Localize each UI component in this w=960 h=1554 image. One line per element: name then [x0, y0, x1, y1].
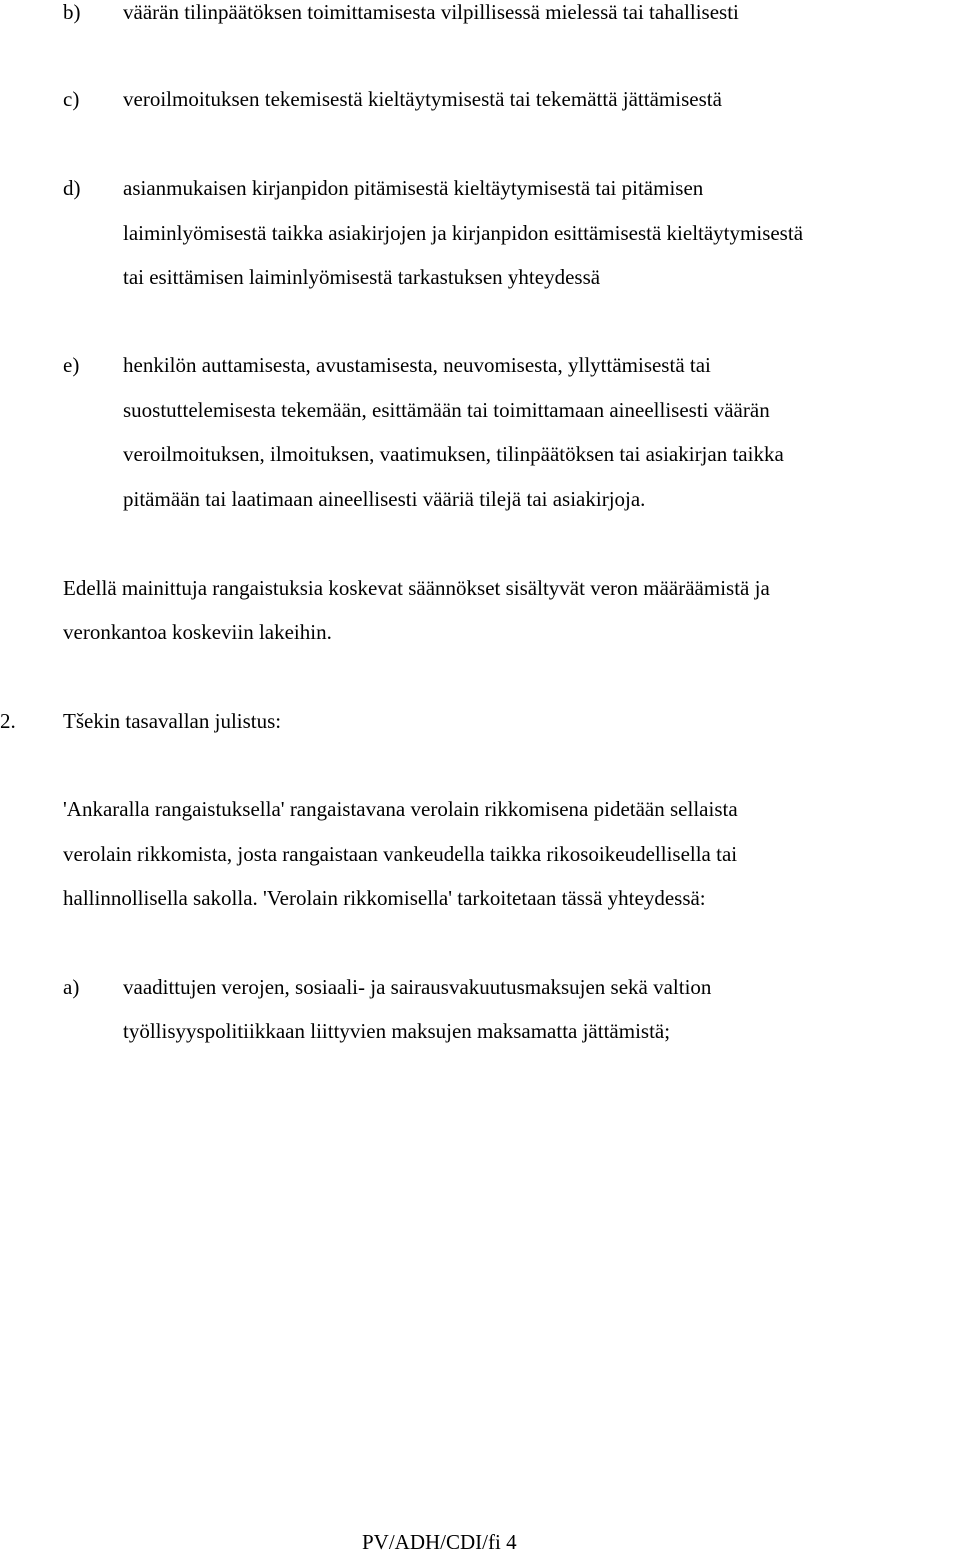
- section-2-number: 2.: [0, 709, 16, 733]
- list-item-c-line-1: veroilmoituksen tekemisestä kieltäytymisestä tai tekemättä jättämisestä: [123, 87, 722, 111]
- list-item-a-line-1: vaadittujen verojen, sosiaali- ja sairausvakuutusmaksujen sekä valtion: [123, 975, 712, 999]
- list-item-e-line-4: pitämään tai laatimaan aineellisesti vääriä tilejä tai asiakirjoja.: [123, 487, 646, 511]
- paragraph-2-line-3: hallinnollisella sakolla. 'Verolain rikkomisella' tarkoitetaan tässä yhteydessä:: [63, 886, 706, 910]
- list-label-a: a): [63, 975, 80, 999]
- paragraph-1-line-1: Edellä mainittuja rangaistuksia koskevat säännökset sisältyvät veron määräämistä ja: [63, 576, 770, 600]
- list-item-a-line-2: työllisyyspolitiikkaan liittyvien maksujen maksamatta jättämistä;: [123, 1019, 671, 1043]
- page-footer-reference: PV/ADH/CDI/fi 4: [362, 1530, 517, 1554]
- list-item-e-line-3: veroilmoituksen, ilmoituksen, vaatimuksen, tilinpäätöksen tai asiakirjan taikka: [123, 442, 784, 466]
- list-item-d-line-2: laiminlyömisestä taikka asiakirjojen ja kirjanpidon esittämisestä kieltäytymisestä: [123, 221, 804, 245]
- list-label-e: e): [63, 353, 80, 377]
- list-item-e-line-2: suostuttelemisesta tekemään, esittämään tai toimittamaan aineellisesti väärän: [123, 398, 770, 422]
- section-2-title: Tšekin tasavallan julistus:: [63, 709, 282, 733]
- list-label-d: d): [63, 176, 81, 200]
- paragraph-2-line-1: 'Ankaralla rangaistuksella' rangaistavana verolain rikkomisena pidetään sellaista: [63, 797, 738, 821]
- paragraph-1-line-2: veronkantoa koskeviin lakeihin.: [63, 620, 332, 644]
- list-label-b: b): [63, 0, 81, 24]
- list-item-b-line-1: väärän tilinpäätöksen toimittamisesta vilpillisessä mielessä tai tahallisesti: [123, 0, 739, 24]
- list-item-d-line-3: tai esittämisen laiminlyömisestä tarkastuksen yhteydessä: [123, 265, 601, 289]
- list-item-e-line-1: henkilön auttamisesta, avustamisesta, neuvomisesta, yllyttämisestä tai: [123, 353, 711, 377]
- paragraph-2-line-2: verolain rikkomista, josta rangaistaan vankeudella taikka rikosoikeudellisella tai: [63, 842, 738, 866]
- list-item-d-line-1: asianmukaisen kirjanpidon pitämisestä kieltäytymisestä tai pitämisen: [123, 176, 704, 200]
- list-label-c: c): [63, 87, 80, 111]
